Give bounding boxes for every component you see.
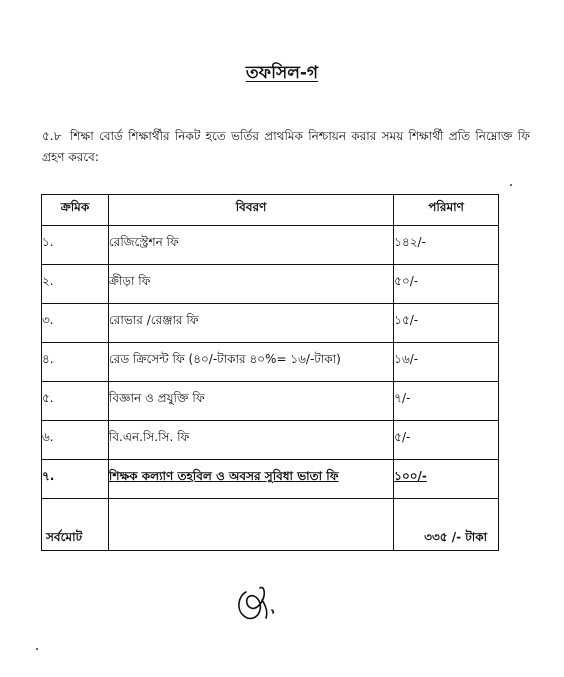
row-serial: ৫. — [42, 382, 109, 421]
row-serial: ৬. — [42, 421, 109, 460]
row-amount-text: ১০০/- — [394, 469, 427, 483]
row-serial: ৩. — [42, 304, 109, 343]
row-amount: ৫০/- — [394, 265, 499, 304]
table-header-row — [42, 195, 499, 226]
fee-table — [41, 194, 499, 551]
row-description: বি.এন.সি.সি. ফি — [108, 421, 393, 460]
row-description — [108, 460, 393, 499]
total-amount: ৩৩৫ /- টাকা — [394, 499, 499, 551]
handwritten-signature — [232, 580, 282, 624]
row-serial: ১. — [42, 226, 109, 265]
row-amount: ১৪২/- — [394, 226, 499, 265]
clause-text: শিক্ষা বোর্ড শিক্ষার্থীর নিকট হতে ভর্তির প্রাথমিক নিশ্চায়ন করার সময় শিক্ষার্থী প্রতি নিম্নোক্ত ফি গ্রহণ করবে: — [42, 129, 530, 164]
row-description-text: শিক্ষক কল্যাণ তহবিল ও অবসর সুবিধা ভাতা ফি — [108, 469, 339, 483]
row-description: রেড ক্রিসেন্ট ফি (৪০/-টাকার ৪০%= ১৬/-টাকা) — [108, 343, 393, 382]
row-serial: ২. — [42, 265, 109, 304]
clause-number: ৫.৮ — [42, 129, 62, 143]
row-description: বিজ্ঞান ও প্রযুক্তি ফি — [108, 382, 393, 421]
total-label: সর্বমোট — [42, 499, 109, 551]
table-row — [42, 343, 499, 382]
row-amount: ১৬/- — [394, 343, 499, 382]
page-title — [0, 60, 564, 88]
table-row — [42, 304, 499, 343]
header-amount: পরিমাণ — [394, 195, 499, 226]
table-row — [42, 460, 499, 499]
row-amount — [394, 460, 499, 499]
row-description: রোভার /রেঞ্জার ফি — [108, 304, 393, 343]
table-row — [42, 382, 499, 421]
row-amount: ১৫/- — [394, 304, 499, 343]
row-serial: ৭. — [42, 460, 109, 499]
row-description: ক্রীড়া ফি — [108, 265, 393, 304]
scan-speck — [510, 184, 512, 186]
table-row — [42, 265, 499, 304]
scan-speck — [36, 648, 38, 650]
row-description: রেজিস্ট্রেশন ফি — [108, 226, 393, 265]
row-amount: ৭/- — [394, 382, 499, 421]
total-row — [42, 499, 499, 551]
header-serial: ক্রমিক — [42, 195, 109, 226]
total-description-empty — [108, 499, 393, 551]
table-row — [42, 421, 499, 460]
table-row — [42, 226, 499, 265]
row-serial: ৪. — [42, 343, 109, 382]
clause-paragraph — [42, 126, 530, 168]
page-title-text: তফসিল-গ — [245, 63, 319, 83]
row-amount: ৫/- — [394, 421, 499, 460]
header-description: বিবরণ — [108, 195, 393, 226]
